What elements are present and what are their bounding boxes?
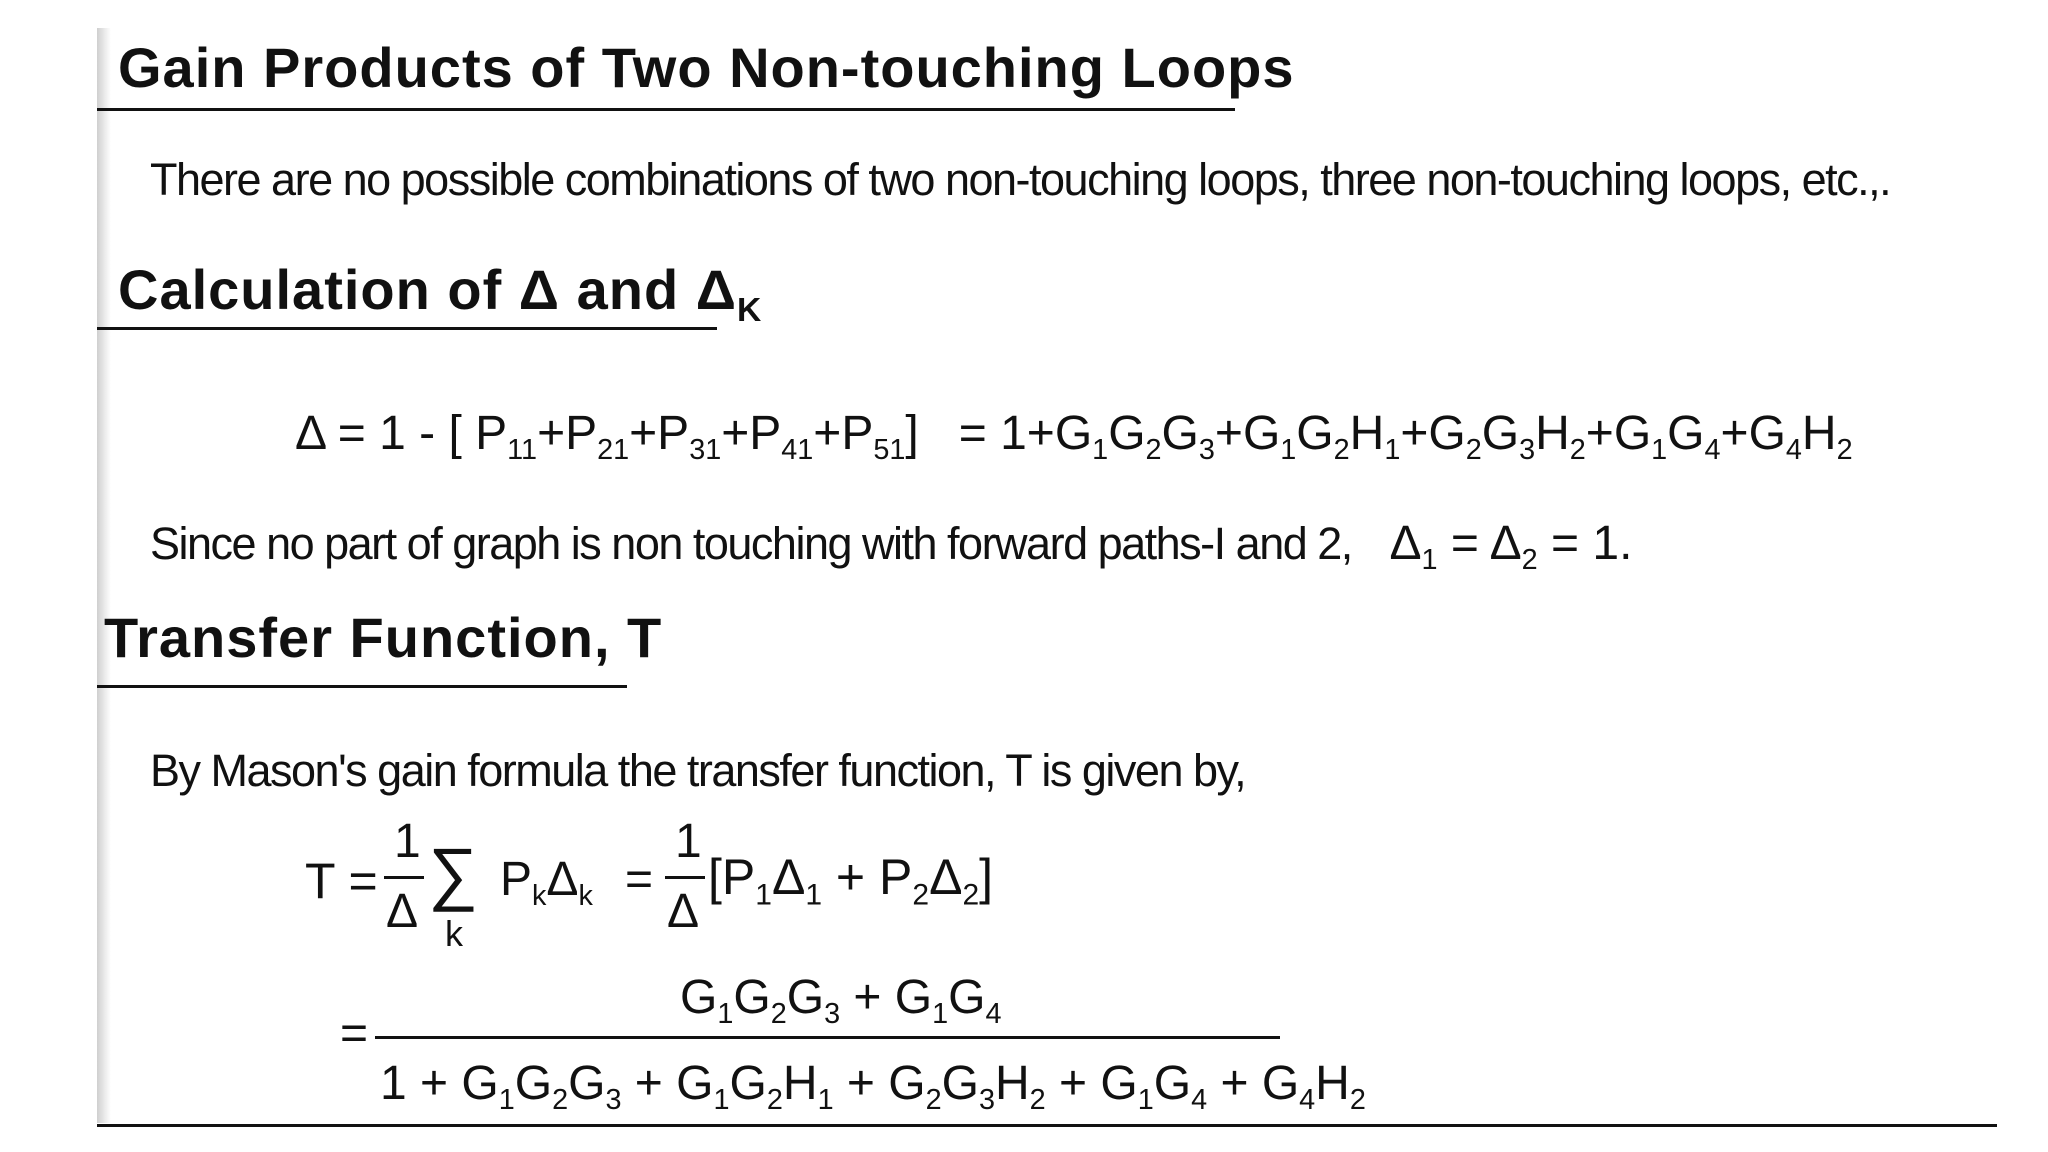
delta-k-values: $\Delta_1 = \Delta_2 = 1$. bbox=[1362, 517, 1633, 577]
delta-equation bbox=[295, 407, 1853, 467]
delta-rhs: = $1+G_1G_2G_3+G_1G_2H_1+G_2G_3H_2+G_1G_4+G_4H_2$ bbox=[958, 407, 1853, 467]
fraction-bar bbox=[665, 876, 705, 879]
paragraph-no-combinations: There are no possible combinations of two non-touching loops, three non-touching loops, etc.,. bbox=[150, 154, 1891, 205]
tf-numerator: $G_1G_2G_3 + G_1G_4$ bbox=[680, 971, 1002, 1031]
delta-lhs: Δ = 1 - [ $P_{11}+P_{21}+P_{31}+P_{41}+P_{51}$] bbox=[295, 407, 919, 467]
t-lhs: T = bbox=[305, 853, 378, 909]
fraction-one-numerator: 1 bbox=[675, 815, 702, 868]
heading-calculation bbox=[118, 258, 763, 329]
heading-calculation-text: Calculation of Δ and Δ bbox=[118, 258, 737, 321]
bracket-term: $[P_1\Delta_1 + P_2\Delta_2]$ bbox=[708, 849, 994, 912]
paragraph-mason-intro: By Mason's gain formula the transfer function, T is given by, bbox=[150, 745, 1246, 796]
since-text: Since no part of graph is non touching with forward paths-I and 2, bbox=[150, 518, 1352, 569]
fraction-delta-denominator: Δ bbox=[386, 885, 419, 938]
tf-denominator: $1 + G_1G_2G_3 + G_1G_2H_1 + G_2G_3H_2 + G_1G_4 + G_4H_2$ bbox=[380, 1057, 1366, 1117]
summation-symbol: ∑ bbox=[428, 834, 478, 912]
heading-underline bbox=[97, 685, 627, 688]
heading-gain-products: Gain Products of Two Non-touching Loops bbox=[118, 36, 1295, 99]
fraction-delta-denominator: Δ bbox=[667, 885, 700, 938]
paragraph-since bbox=[150, 517, 1633, 577]
heading-underline bbox=[97, 327, 717, 330]
bottom-rule bbox=[97, 1124, 1997, 1127]
tf-fraction-bar bbox=[375, 1036, 1280, 1039]
heading-underline bbox=[97, 108, 1235, 111]
scan-margin-shadow bbox=[97, 28, 111, 1123]
fraction-one-numerator: 1 bbox=[394, 815, 421, 868]
equals-sign: = bbox=[625, 853, 654, 906]
heading-subscript-k: K bbox=[736, 291, 763, 329]
fraction-bar bbox=[384, 876, 424, 879]
equals-sign: = bbox=[340, 1007, 369, 1060]
pk-delta-k: $P_k\Delta_k$ bbox=[500, 853, 593, 913]
summation-index: k bbox=[445, 913, 463, 954]
heading-transfer-function: Transfer Function, T bbox=[104, 606, 663, 669]
